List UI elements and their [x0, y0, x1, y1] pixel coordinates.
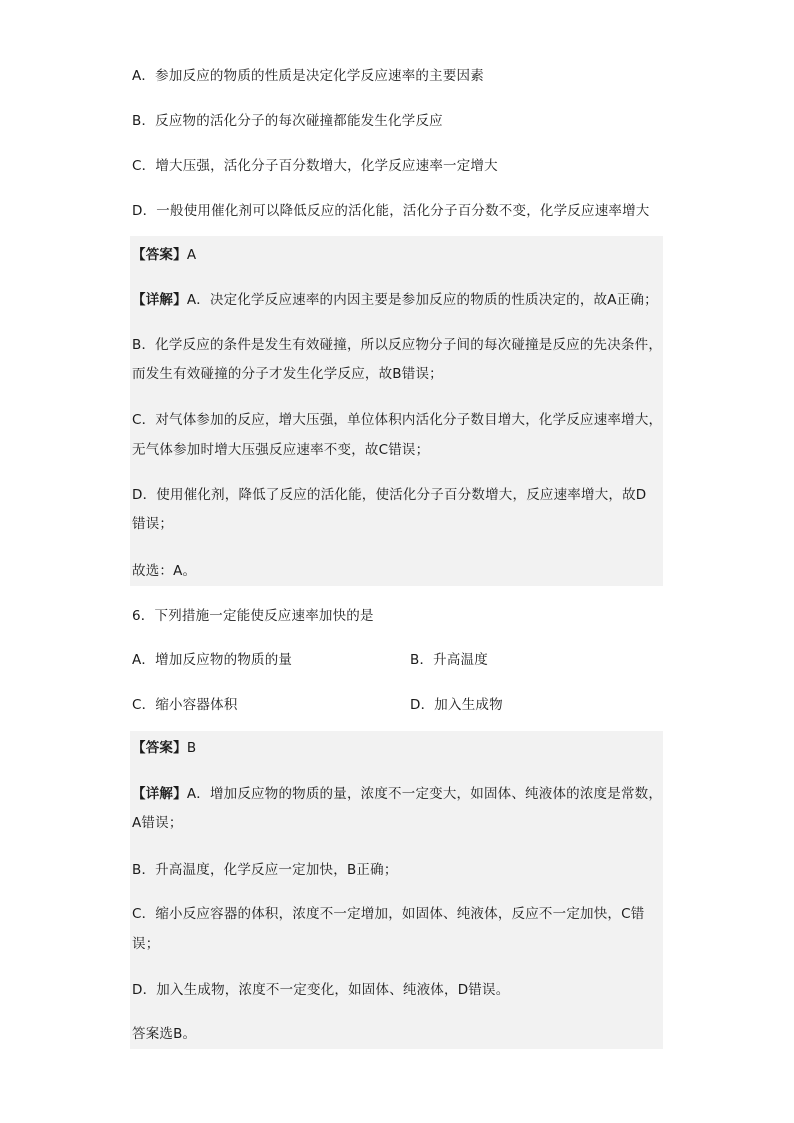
q6-detail-d: D．加入生成物，浓度不一定变化，如固体、纯液体，D错误。 — [132, 982, 510, 998]
q5-detail-a — [132, 290, 658, 310]
answer-label: 【答案】 — [132, 247, 187, 263]
q6-answer-line — [132, 738, 196, 758]
q6-option-d: D．加入生成物 — [410, 697, 503, 713]
q6-option-b: B．升高温度 — [410, 652, 488, 668]
q5-detail-a-text: A．决定化学反应速率的内因主要是参加反应的物质的性质决定的，故A正确； — [186, 292, 658, 308]
q6-answer-block — [130, 731, 663, 1049]
q5-option-d: D．一般使用催化剂可以降低反应的活化能，活化分子百分数不变，化学反应速率增大 — [132, 203, 650, 219]
q5-detail-d2: 错误； — [132, 516, 174, 532]
q6-detail-c2: 误； — [132, 936, 160, 952]
q6-detail-a1-text: A．增加反应物的物质的量，浓度不一定变大，如固体、纯液体的浓度是常数， — [186, 786, 663, 802]
q6-detail-c1: C．缩小反应容器的体积，浓度不一定增加，如固体、纯液体，反应不一定加快，C错 — [132, 906, 645, 922]
q5-detail-b1: B．化学反应的条件是发生有效碰撞，所以反应物分子间的每次碰撞是反应的先决条件， — [132, 337, 663, 353]
q6-stem: 6．下列措施一定能使反应速率加快的是 — [132, 608, 374, 624]
answer-label: 【答案】 — [132, 740, 187, 756]
q5-detail-b2: 而发生有效碰撞的分子才发生化学反应，故B错误； — [132, 366, 443, 382]
q6-option-a: A．增加反应物的物质的量 — [132, 652, 293, 668]
q5-option-c: C．增大压强，活化分子百分数增大，化学反应速率一定增大 — [132, 158, 498, 174]
q6-conclusion: 答案选B。 — [132, 1026, 197, 1042]
q5-option-a: A．参加反应的物质的性质是决定化学反应速率的主要因素 — [132, 68, 484, 84]
q5-answer-value: A — [186, 247, 197, 263]
q5-detail-c1: C．对气体参加的反应，增大压强，单位体积内活化分子数目增大，化学反应速率增大， — [132, 412, 663, 428]
q5-option-b: B．反应物的活化分子的每次碰撞都能发生化学反应 — [132, 113, 443, 129]
q6-detail-a2: A错误； — [132, 815, 183, 831]
q6-detail-a1 — [132, 784, 662, 804]
q5-detail-d1: D．使用催化剂，降低了反应的活化能，使活化分子百分数增大，反应速率增大，故D — [132, 487, 647, 503]
detail-label: 【详解】 — [132, 292, 187, 308]
q6-detail-b: B．升高温度，化学反应一定加快，B正确； — [132, 862, 398, 878]
q6-option-c: C．缩小容器体积 — [132, 697, 238, 713]
detail-label: 【详解】 — [132, 786, 187, 802]
q6-answer-value: B — [186, 740, 197, 756]
q5-detail-c2: 无气体参加时增大压强反应速率不变，故C错误； — [132, 442, 430, 458]
q5-conclusion: 故选：A。 — [132, 563, 197, 579]
q5-answer-line — [132, 245, 196, 265]
